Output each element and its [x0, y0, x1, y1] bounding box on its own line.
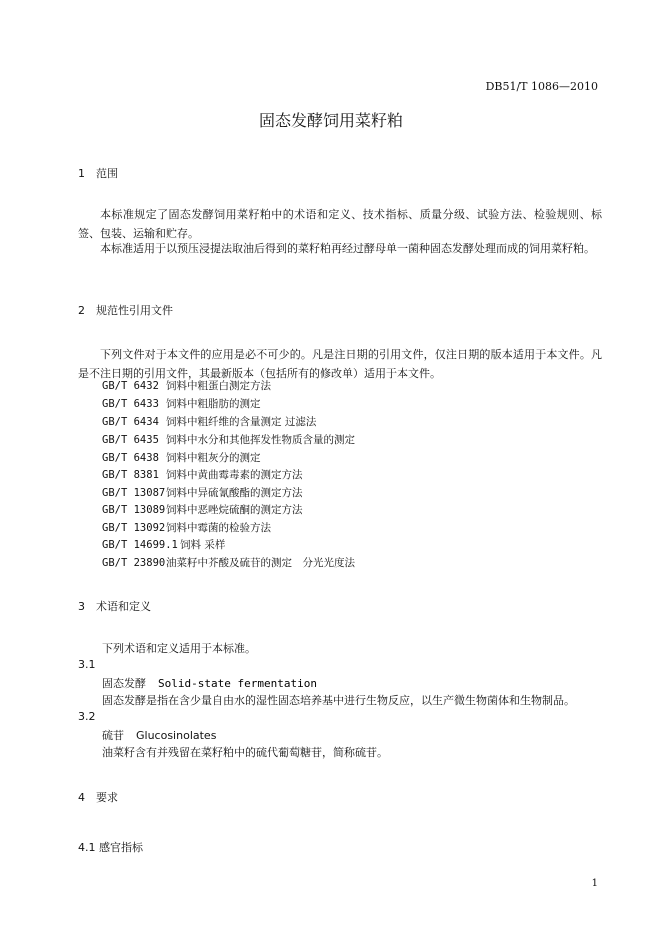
- reference-code: GB/T 6434: [102, 416, 159, 428]
- document-number: DB51/T 1086—2010: [485, 80, 598, 93]
- reference-title: 饲料中粗纤维的含量测定 过滤法: [166, 416, 317, 428]
- term-chinese: 硫苷: [102, 729, 124, 742]
- section-3-heading: 3 术语和定义: [78, 600, 151, 613]
- term-definition: 油菜籽含有并残留在菜籽粕中的硫代葡萄糖苷，简称硫苷。: [102, 746, 388, 759]
- reference-code: GB/T 13089: [102, 504, 166, 516]
- reference-title: 饲料中恶唑烷硫酮的测定方法: [166, 504, 303, 516]
- reference-code: GB/T 6435: [102, 434, 159, 446]
- section-1-paragraph-2: 本标准适用于以预压浸提法取油后得到的菜籽粕再经过酵母单一菌种固态发酵处理而成的饲用菜籽粕。: [100, 242, 595, 255]
- reference-code: GB/T 13087: [102, 487, 166, 499]
- reference-item: [102, 396, 261, 411]
- section-4-heading: 4 要求: [78, 791, 118, 804]
- reference-title: 饲料中黄曲霉毒素的测定方法: [166, 469, 303, 481]
- reference-item: [102, 520, 271, 535]
- reference-item: [102, 450, 261, 465]
- reference-code: GB/T 14699.1: [102, 539, 178, 551]
- reference-code: GB/T 6432: [102, 380, 159, 392]
- document-title: 固态发酵饲用菜籽粕: [258, 111, 403, 130]
- reference-title: 饲料中水分和其他挥发性物质含量的测定: [166, 434, 355, 446]
- section-4-1-heading: 4.1 感官指标: [78, 841, 143, 854]
- term-chinese: 固态发酵: [102, 677, 146, 690]
- reference-item: [102, 555, 355, 570]
- term-english: Solid-state fermentation: [158, 677, 317, 690]
- reference-item: [102, 414, 316, 429]
- reference-item: [102, 467, 303, 482]
- reference-title: 饲料中粗蛋白测定方法: [166, 380, 271, 392]
- reference-item: [102, 378, 271, 393]
- reference-title: 饲料中粗脂肪的测定: [166, 398, 261, 410]
- section-3-intro: 下列术语和定义适用于本标准。: [102, 642, 256, 655]
- reference-title: 油菜籽中芥酸及硫苷的测定 分光光度法: [166, 557, 355, 569]
- term-number: 3.2: [78, 710, 96, 723]
- term-definition: 固态发酵是指在含少量自由水的湿性固态培养基中进行生物反应，以生产微生物菌体和生物制品。: [102, 694, 575, 707]
- reference-code: GB/T 6433: [102, 398, 159, 410]
- reference-item: [102, 432, 355, 447]
- reference-code: GB/T 23890: [102, 557, 166, 569]
- section-2-heading: 2 规范性引用文件: [78, 304, 173, 317]
- reference-title: 饲料 采样: [180, 539, 226, 551]
- term-english: Glucosinolates: [136, 729, 217, 742]
- section-1-heading: 1 范围: [78, 167, 118, 180]
- reference-code: GB/T 6438: [102, 452, 159, 464]
- reference-title: 饲料中粗灰分的测定: [166, 452, 261, 464]
- section-1-paragraph-1: 本标准规定了固态发酵饲用菜籽粕中的术语和定义、技术指标、质量分级、试验方法、检验规则、标签、包装、运输和贮存。: [78, 208, 602, 240]
- reference-item: [102, 502, 303, 517]
- reference-title: 饲料中霉菌的检验方法: [166, 522, 271, 534]
- reference-code: GB/T 13092: [102, 522, 166, 534]
- reference-item: [102, 485, 303, 500]
- reference-code: GB/T 8381: [102, 469, 159, 481]
- page-number: 1: [591, 878, 598, 889]
- term-number: 3.1: [78, 658, 96, 671]
- term-heading: [102, 727, 216, 743]
- section-2-intro: 下列文件对于本文件的应用是必不可少的。凡是注日期的引用文件，仅注日期的版本适用于本文件。凡是不注日期的引用文件，其最新版本（包括所有的修改单）适用于本文件。: [78, 348, 602, 380]
- reference-item: [102, 537, 225, 552]
- term-heading: [102, 675, 317, 691]
- reference-title: 饲料中异硫氰酸酯的测定方法: [166, 487, 303, 499]
